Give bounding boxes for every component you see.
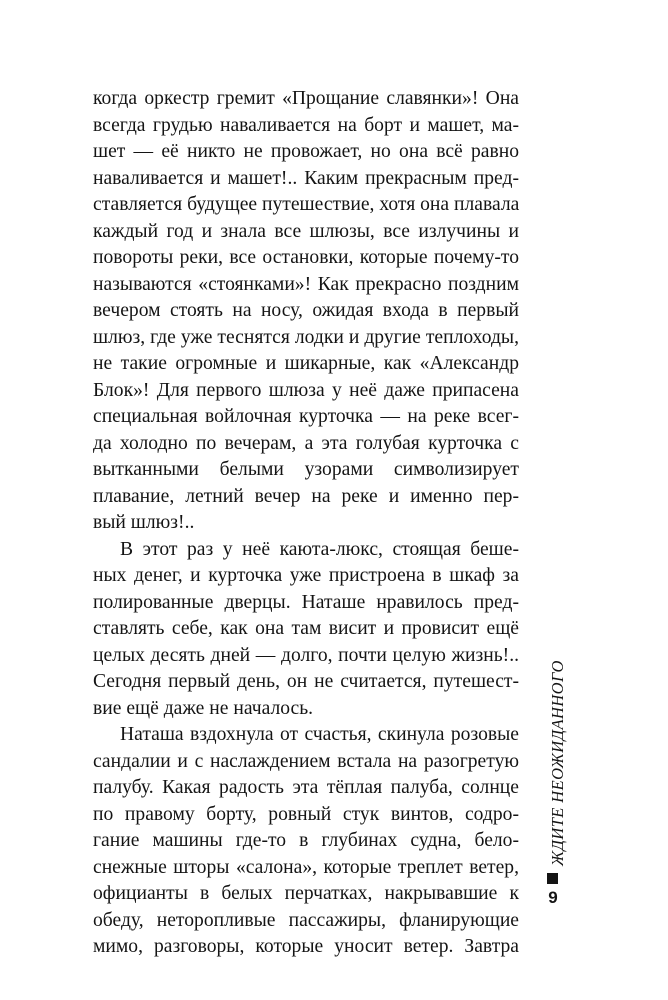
- text-line: вечером стоять на носу, ожидая входа в первый: [93, 300, 519, 321]
- text-line: палубу. Какая радость эта тёплая палуба, солнце: [93, 777, 519, 798]
- text-line: Блок»! Для первого шлюза у неё даже припасена: [93, 379, 519, 401]
- text-line: называются «стоянками»! Как прекрасно поздним: [93, 273, 519, 295]
- text-line: вытканными белыми узорами символизирует: [93, 459, 519, 480]
- text-line: обеду, неторопливые пассажиры, фланирующие: [93, 909, 519, 931]
- text-line: каждый год и знала все шлюзы, все излучины и: [93, 220, 519, 242]
- text-line: целых десять дней — долго, почти целую жизнь!..: [93, 644, 519, 666]
- text-line: плавание, летний вечер на реке и именно пер-: [93, 485, 519, 507]
- text-line: шлюз, где уже теснятся лодки и другие теплоходы,: [93, 326, 519, 348]
- text-line: когда оркестр гремит «Прощание славянки»! Она: [93, 88, 519, 109]
- page-number: 9: [548, 888, 558, 907]
- text-line: вие ещё даже не началось.: [93, 697, 314, 719]
- text-line: специальная войлочная курточка — на реке всег-: [93, 406, 519, 427]
- text-line: повороты реки, все остановки, которые почему-то: [93, 247, 519, 268]
- running-head: ЖДИТЕ НЕОЖИДАННОГО: [548, 660, 567, 866]
- paragraph-first-line: Наташа вздохнула от счастья, скинула розовые: [120, 724, 519, 745]
- body-text: [93, 86, 519, 961]
- text-line: да холодно по вечерам, а эта голубая курточка с: [93, 432, 519, 454]
- text-line: Сегодня первый день, он не считается, путешест-: [93, 671, 519, 692]
- text-line: ных денег, и курточка уже пристроена в шкаф за: [93, 565, 519, 586]
- text-line: не такие огромные и шикарные, как «Александр: [93, 353, 519, 374]
- text-line: ставляется будущее путешествие, хотя она плавала: [93, 194, 520, 215]
- text-line: официанты в белых перчатках, накрывавшие к: [93, 883, 519, 904]
- text-line: ставлять себе, как она там висит и провисит ещё: [93, 618, 519, 639]
- text-line: по правому борту, ровный стук винтов, содро-: [93, 803, 519, 825]
- paragraph-first-line: В этот раз у неё каюта-люкс, стоящая беше-: [120, 538, 519, 560]
- text-line: мимо, разговоры, которые уносит ветер. Завтра: [93, 936, 519, 957]
- text-line: наваливается и машет!.. Каким прекрасным пред-: [93, 167, 519, 189]
- text-line: вый шлюз!..: [93, 512, 195, 533]
- text-line: полированные дверцы. Наташе нравилось пред-: [93, 591, 519, 613]
- text-line: гание машины где-то в глубинах судна, бело-: [93, 830, 519, 851]
- text-line: шет — её никто не провожает, но она всё равно: [93, 141, 519, 162]
- running-head-marker: [547, 873, 558, 884]
- text-line: всегда грудью наваливается на борт и машет, ма-: [93, 114, 519, 136]
- text-line: снежные шторы «салона», которые треплет ветер,: [93, 856, 519, 878]
- text-line: сандалии и с наслаждением встала на разогретую: [93, 750, 519, 772]
